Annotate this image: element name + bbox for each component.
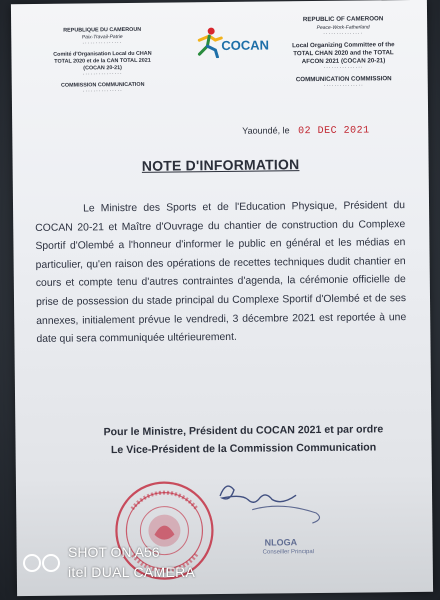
cocan-logo xyxy=(187,22,270,63)
signer-role: Conseiller Principal xyxy=(262,549,315,556)
watermark-line-2: itel DUAL CAMERA xyxy=(68,564,196,580)
right-committee-line-1: Local Organizing Committee of the xyxy=(292,41,395,50)
right-committee-line-2: TOTAL CHAN 2020 and the TOTAL xyxy=(293,49,394,58)
signoff-line-2: Le Vice-Président de la Commission Communication xyxy=(110,441,377,457)
left-divider-1: ··············· xyxy=(82,40,123,47)
left-divider-3: ··············· xyxy=(82,88,123,95)
left-divider-2: ··············· xyxy=(82,71,123,78)
body-paragraph: Le Ministre des Sports et de l'Education Physique, Président du COCAN 20-21 et Maître d'Ouvrage du chantier de construction du Complexe Sportif d'Olembé a l'honneur d'informer le public en général et les médias en particulier, qu'en raison des opérations de recettes techniques dudit chantier en cours et compte tenu d'autres contraintes d'agenda, la cérémonie officielle de prise de possession du stade principal du Complexe Sportif d'Olembé et de ses annexes, initialement prévue le vendredi, 3 décembre 2021 est reportée à une date qui sera communiquée ultérieurement. xyxy=(35,200,407,346)
left-commission: COMMISSION COMMUNICATION xyxy=(61,81,145,89)
left-committee-line-3: (COCAN 20-21) xyxy=(83,65,122,72)
left-committee-line-1: Comité d'Organisation Local du CHAN xyxy=(53,50,152,58)
camera-rings-icon xyxy=(22,552,62,574)
left-country: REPUBLIQUE DU CAMEROUN xyxy=(63,26,142,34)
left-committee-line-2: TOTAL 2020 et de la CAN TOTAL 2021 xyxy=(54,57,151,65)
logo-text: COCAN xyxy=(221,37,270,53)
date-stamp: 02 DEC 2021 xyxy=(298,125,370,138)
right-header xyxy=(273,15,414,88)
right-divider-3: ··············· xyxy=(323,82,364,89)
document-sheet xyxy=(11,0,433,596)
signer-name: NLOGA xyxy=(264,537,298,548)
signoff xyxy=(15,420,431,460)
watermark-line-1: SHOT ON A56 xyxy=(68,544,160,560)
left-header xyxy=(37,27,168,94)
page-title: NOTE D'INFORMATION xyxy=(141,156,300,174)
runner-logo-icon xyxy=(193,26,223,58)
right-committee-line-3: AFCON 2021 (COCAN 20-21) xyxy=(301,57,386,66)
right-divider-1: ··············· xyxy=(323,30,364,37)
signoff-line-1: Pour le Ministre, Président du COCAN 2021 et par ordre xyxy=(103,423,384,439)
right-motto: Peace-Work-Fatherland xyxy=(316,24,370,31)
right-commission: COMMUNICATION COMMISSION xyxy=(295,75,392,84)
left-motto: Paix-Travail-Patrie xyxy=(81,34,123,41)
signature-icon xyxy=(212,475,333,526)
right-country: REPUBLIC OF CAMEROON xyxy=(302,15,384,24)
date-prefix: Yaoundé, le xyxy=(242,125,290,136)
right-divider-2: ··············· xyxy=(323,64,364,71)
date-line xyxy=(242,124,370,137)
